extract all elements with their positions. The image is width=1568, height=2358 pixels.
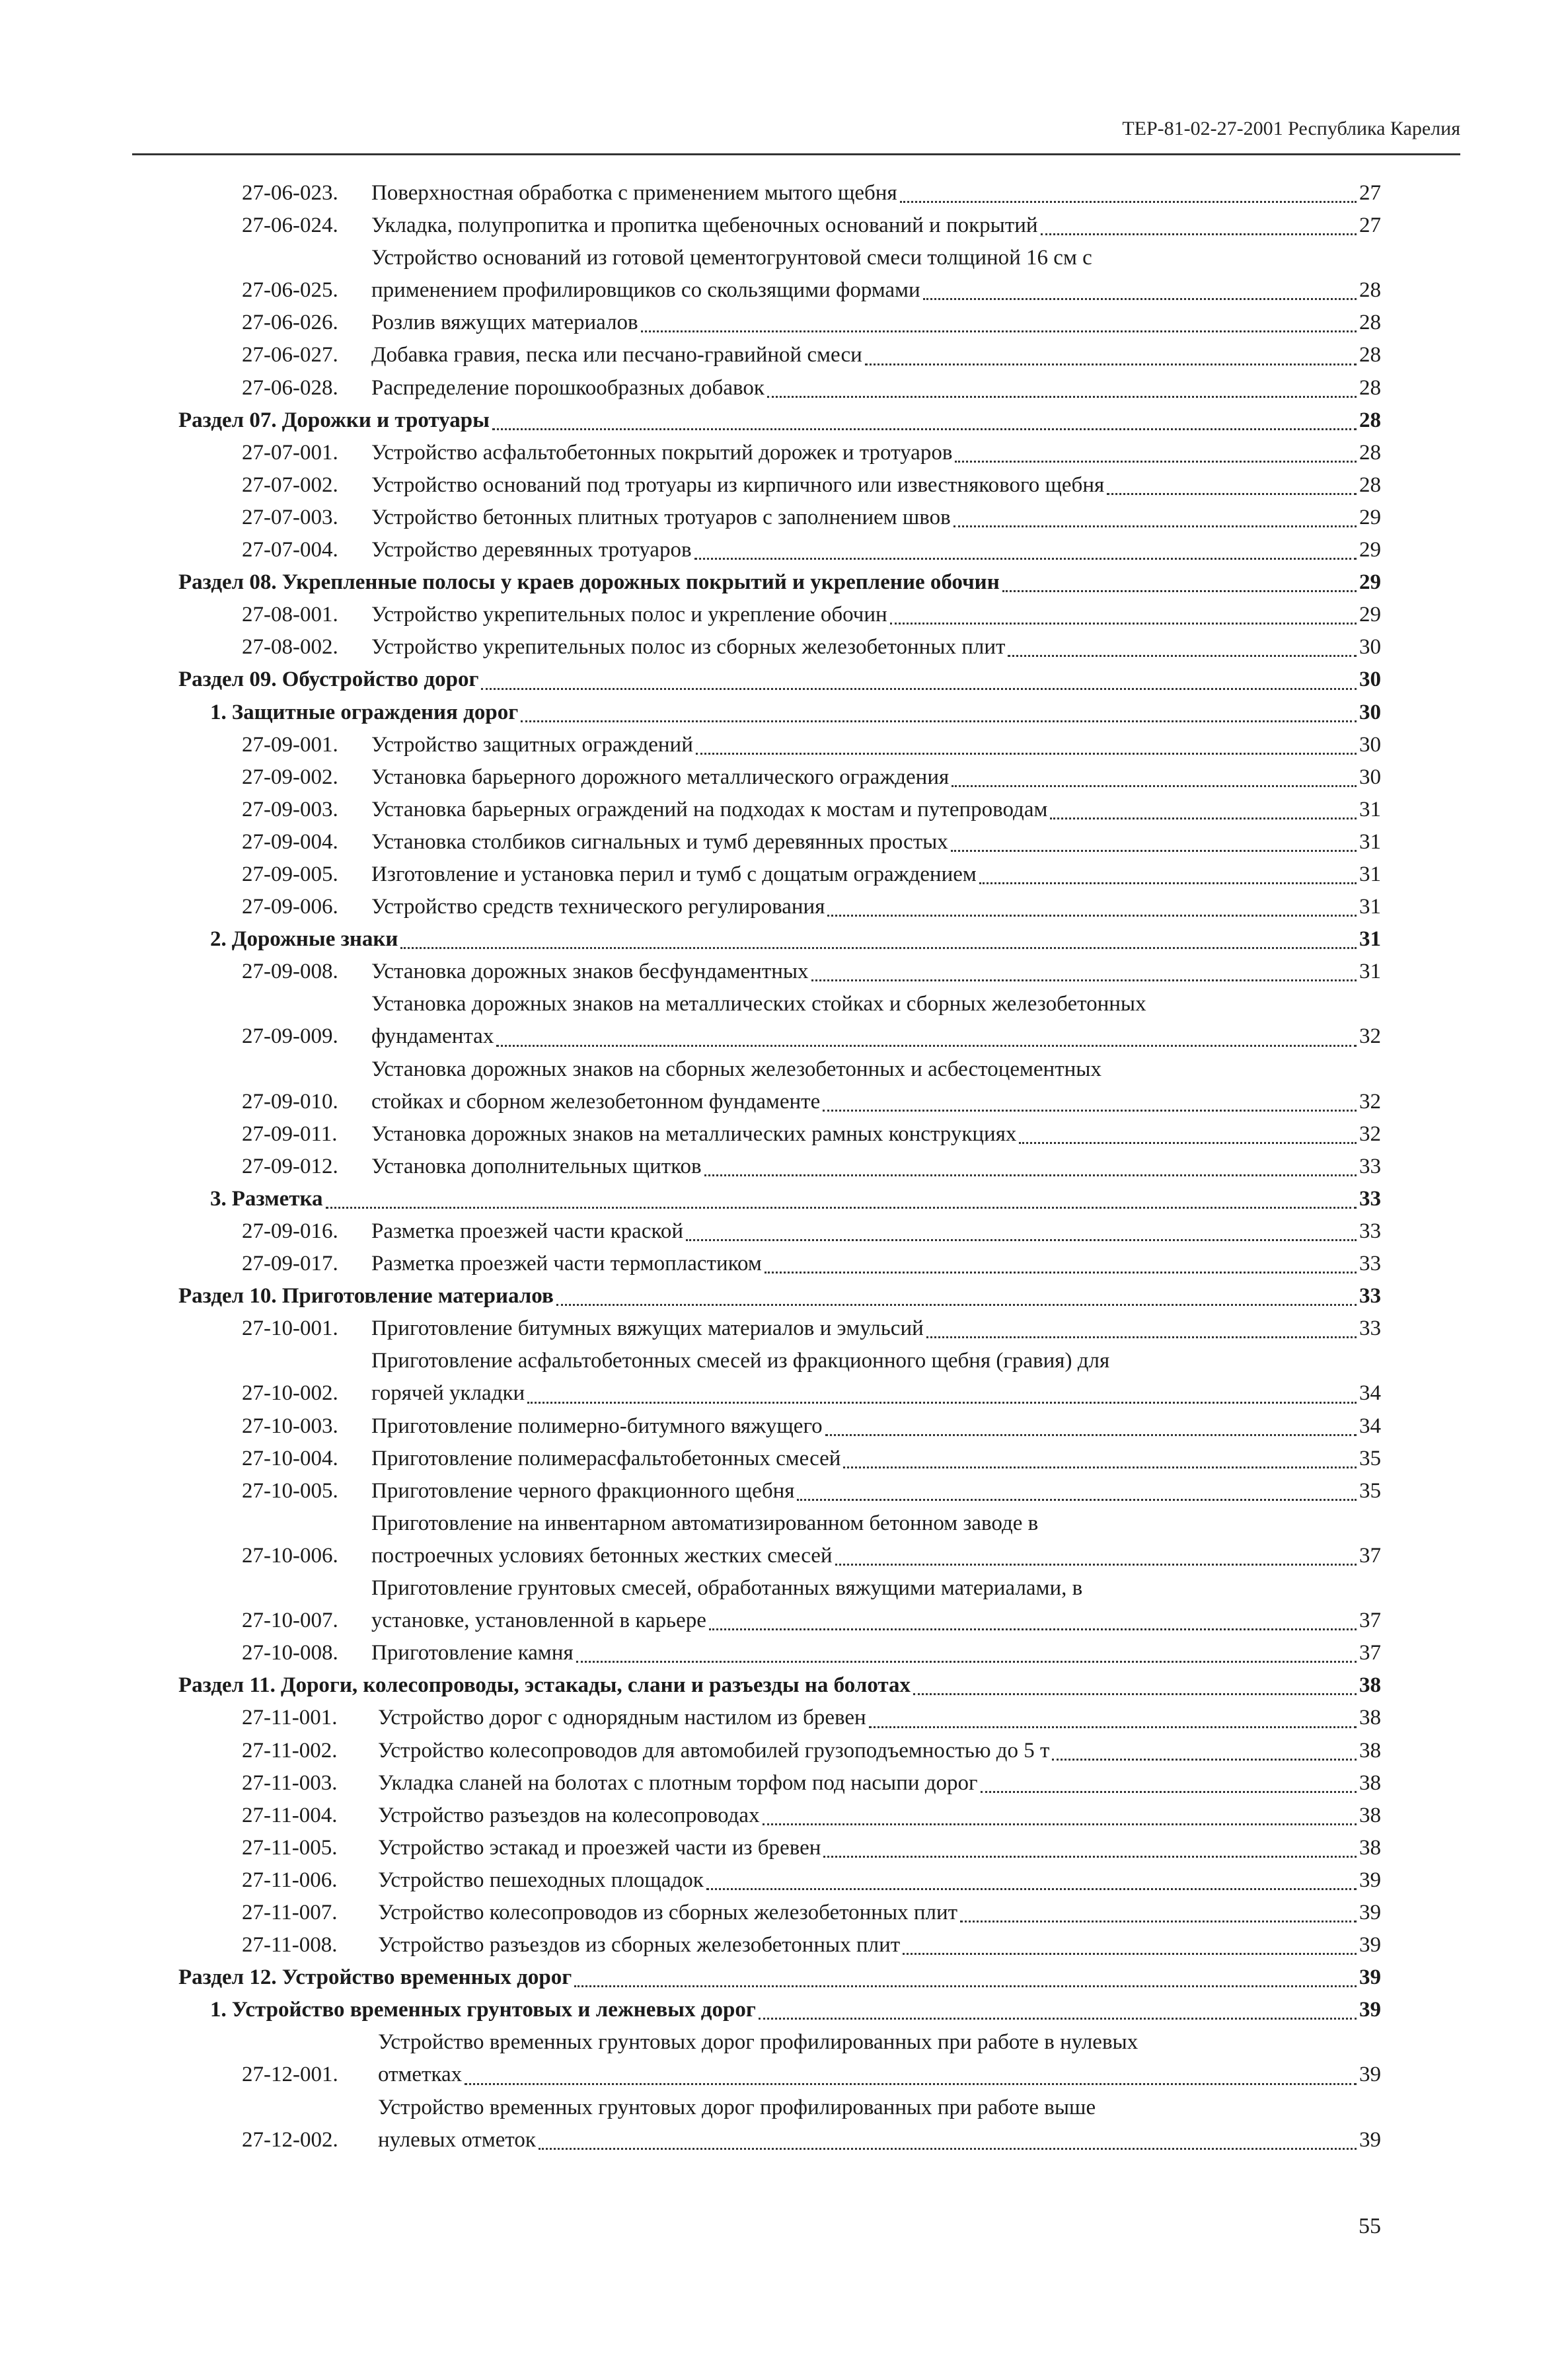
toc-entry-page: 35 (1359, 1446, 1381, 1470)
toc-entry-code: 27-09-011. (242, 1122, 338, 1146)
toc-entry-title: Дорожные знаки (231, 927, 398, 952)
toc-entry-page: 38 (1359, 1706, 1381, 1730)
toc-entry-code: 27-10-005. (242, 1478, 338, 1503)
toc-entry-title: Приготовление черного фракционного щебня (371, 1478, 795, 1503)
toc-entry-code: 27-09-002. (242, 765, 338, 789)
toc-entry-title: Приготовление полимерно-битумного вяжущего (371, 1414, 823, 1438)
dot-leader (823, 1110, 1357, 1112)
toc-entry (178, 2092, 1381, 2156)
toc-entry (178, 1702, 1381, 1734)
toc-entry-title: Устройство дорог с однорядным настилом из бревен (378, 1706, 866, 1730)
dot-leader (539, 2148, 1357, 2150)
toc-entry-page: 29 (1359, 570, 1381, 595)
toc-entry (178, 534, 1381, 566)
toc-entry-title: Приготовление грунтовых смесей, обработанных вяжущими материалами, в (371, 1576, 1083, 1601)
toc-entry-code: 27-10-006. (242, 1543, 338, 1568)
toc-entry-page: 29 (1359, 603, 1381, 627)
toc-entry-title: Устройство деревянных тротуаров (371, 538, 692, 562)
dot-leader (955, 461, 1357, 463)
toc-entry-page: 30 (1359, 635, 1381, 660)
toc-entry (178, 1864, 1381, 1897)
toc-entry (178, 307, 1381, 339)
toc-entry-title: отметках (378, 2063, 463, 2087)
toc-entry-code: 27-06-023. (242, 181, 338, 205)
dot-leader (759, 2018, 1357, 2020)
toc-entry-title: Дороги, колесопроводы, эстакады, слани и разъезды на болотах (280, 1673, 911, 1698)
toc-entry (178, 1118, 1381, 1151)
toc-entry-page: 28 (1359, 473, 1381, 497)
toc-entry-title: построечных условиях бетонных жестких смесей (371, 1543, 833, 1568)
dot-leader (704, 1174, 1357, 1176)
toc-entry (178, 242, 1381, 307)
dot-leader (953, 525, 1357, 527)
toc-entry-code: 27-06-026. (242, 311, 338, 335)
toc-entry-code: 27-10-008. (242, 1641, 338, 1665)
toc-entry-page: 30 (1359, 732, 1381, 757)
dot-leader (835, 1564, 1357, 1566)
toc-entry-code: 27-06-024. (242, 213, 338, 238)
toc-entry-title: Установка дорожных знаков на металлических стойках и сборных железобетонных (371, 992, 1146, 1016)
toc-entry (178, 1669, 1381, 1702)
toc-entry (178, 664, 1381, 696)
toc-entry (178, 1507, 1381, 1572)
toc-entry-page: 27 (1359, 213, 1381, 238)
toc-entry-title: Устройство временных грунтовых дорог профилированных при работе выше (378, 2095, 1096, 2119)
toc-entry-title: Устройство укрепительных полос и укрепление обочин (371, 603, 887, 627)
dot-leader (981, 1791, 1357, 1793)
dot-leader (481, 688, 1357, 690)
toc-entry (178, 1053, 1381, 1118)
toc-entry-code: 27-12-002. (242, 2127, 338, 2152)
dot-leader (900, 201, 1357, 203)
dot-leader (979, 882, 1357, 884)
toc-entry-page: 38 (1359, 1803, 1381, 1827)
toc-entry-page: 38 (1359, 1835, 1381, 1860)
toc-entry (178, 339, 1381, 371)
toc-entry (178, 372, 1381, 404)
toc-entry-page: 30 (1359, 667, 1381, 692)
dot-leader (1008, 655, 1357, 657)
toc-entry (178, 502, 1381, 534)
toc-entry-page: 30 (1359, 700, 1381, 724)
toc-entry-code: 27-09-012. (242, 1154, 338, 1178)
toc-entry-title: Приготовление асфальтобетонных смесей из фракционного щебня (гравия) для (371, 1349, 1110, 1373)
dot-leader (890, 623, 1357, 625)
toc-entry-title: Устройство временных грунтовых и лежневых дорог (231, 1998, 756, 2022)
toc-entry-page: 39 (1359, 1998, 1381, 2022)
toc-entry-title: Добавка гравия, песка или песчано-гравийной смеси (371, 343, 862, 367)
dot-leader (951, 850, 1357, 852)
dot-leader (641, 330, 1357, 332)
toc-entry-code: 27-09-010. (242, 1089, 338, 1114)
toc-entry (178, 794, 1381, 826)
toc-entry-page: 33 (1359, 1284, 1381, 1309)
dot-leader (709, 1628, 1357, 1630)
toc-entry-code: 27-08-002. (242, 635, 338, 660)
dot-leader (913, 1693, 1357, 1695)
toc-entry-page: 38 (1359, 1770, 1381, 1795)
toc-entry-title: Розлив вяжущих материалов (371, 311, 638, 335)
toc-entry-page: 32 (1359, 1089, 1381, 1114)
toc-entry (178, 1312, 1381, 1345)
toc-entry-code: 27-09-004. (242, 829, 338, 854)
toc-entry-title: Приготовление на инвентарном автоматизированном бетонном заводе в (371, 1511, 1039, 1535)
toc-entry-code: 27-06-027. (242, 343, 338, 367)
toc-entry-page: 33 (1359, 1154, 1381, 1178)
toc-entry (178, 2026, 1381, 2091)
page-number: 55 (1359, 2214, 1381, 2238)
toc-entry-title: Обустройство дорог (281, 667, 479, 692)
toc-entry-code: 27-09-016. (242, 1219, 338, 1243)
toc-entry-title: Разметка проезжей части термопластиком (371, 1252, 762, 1276)
toc-entry-page: 31 (1359, 927, 1381, 952)
dot-leader (843, 1466, 1357, 1468)
dot-leader (496, 1045, 1357, 1047)
toc-entry-code: 27-10-007. (242, 1609, 338, 1633)
toc-entry-page: 31 (1359, 829, 1381, 854)
toc-entry-page: 33 (1359, 1252, 1381, 1276)
toc-entry (178, 1572, 1381, 1637)
toc-entry-page: 31 (1359, 895, 1381, 919)
toc-entry-title: Разметка проезжей части краской (371, 1219, 683, 1243)
toc-entry-title: Укрепленные полосы у краев дорожных покрытий и укрепление обочин (281, 570, 1000, 595)
toc-entry-page: 33 (1359, 1186, 1381, 1211)
toc-entry-code: 27-08-001. (242, 603, 338, 627)
toc-entry-page: 30 (1359, 765, 1381, 789)
toc-entry-title: Устройство средств технического регулирования (371, 895, 825, 919)
toc-entry (178, 988, 1381, 1053)
dot-leader (869, 1726, 1357, 1728)
toc-entry (178, 1767, 1381, 1800)
toc-entry-code: Раздел 12. (178, 1965, 277, 1990)
toc-entry-page: 35 (1359, 1478, 1381, 1503)
dot-leader (527, 1402, 1357, 1404)
dot-leader (465, 2083, 1357, 2085)
toc-entry-title: Устройство временных дорог (281, 1965, 572, 1990)
toc-entry-code: Раздел 09. (178, 667, 277, 692)
toc-entry (178, 209, 1381, 242)
dot-leader (576, 1661, 1357, 1663)
toc-entry-page: 32 (1359, 1122, 1381, 1146)
toc-entry-code: 27-11-006. (242, 1868, 338, 1892)
toc-entry (178, 599, 1381, 631)
toc-entry (178, 858, 1381, 891)
dot-leader (694, 558, 1357, 560)
toc-entry-page: 39 (1359, 1900, 1381, 1924)
toc-entry-code: 27-07-002. (242, 473, 338, 497)
dot-leader (926, 1336, 1357, 1338)
toc-entry-title: Установка дорожных знаков на металлических рамных конструкциях (371, 1122, 1017, 1146)
dot-leader (686, 1239, 1357, 1241)
toc-entry-page: 39 (1359, 2127, 1381, 2152)
toc-entry-page: 33 (1359, 1219, 1381, 1243)
dot-leader (326, 1207, 1357, 1209)
toc-entry-page: 34 (1359, 1414, 1381, 1438)
toc-entry-title: Устройство оснований из готовой цементогрунтовой смеси толщиной 16 см с (371, 246, 1092, 270)
dot-leader (952, 785, 1357, 787)
page-header: ТЕР-81-02-27-2001 Республика Карелия (1122, 118, 1460, 139)
dot-leader (797, 1499, 1357, 1501)
toc-entry-page: 33 (1359, 1316, 1381, 1341)
dot-leader (556, 1304, 1357, 1306)
toc-entry (178, 729, 1381, 761)
toc-entry-code: 27-11-002. (242, 1738, 338, 1763)
toc-entry-title: Приготовление камня (371, 1641, 574, 1665)
toc-entry (178, 761, 1381, 794)
dot-leader (827, 915, 1357, 917)
toc-entry-title: Укладка, полупропитка и пропитка щебеночных оснований и покрытий (371, 213, 1038, 238)
toc-entry (178, 566, 1381, 599)
toc-entry-title: применением профилировщиков со скользящими формами (371, 278, 920, 303)
toc-entry-title: Устройство разъездов из сборных железобетонных плит (378, 1933, 901, 1958)
toc-entry (178, 1994, 1381, 2026)
toc-entry-code: 27-07-004. (242, 538, 338, 562)
toc-entry (178, 826, 1381, 858)
toc-entry-page: 31 (1359, 797, 1381, 821)
toc-entry-code: 27-06-025. (242, 278, 338, 303)
toc-entry-code: 27-12-001. (242, 2063, 338, 2087)
dot-leader (696, 753, 1357, 755)
toc-entry-page: 28 (1359, 278, 1381, 303)
toc-entry-title: Установка барьерного дорожного металлического ограждения (371, 765, 950, 789)
toc-entry-page: 37 (1359, 1641, 1381, 1665)
toc-entry-title: Устройство асфальтобетонных покрытий дорожек и тротуаров (371, 440, 953, 465)
toc-entry-page: 29 (1359, 505, 1381, 529)
toc-entry-code: 27-09-017. (242, 1252, 338, 1276)
toc-entry-code: 27-07-003. (242, 505, 338, 529)
toc-entry-code: 27-10-002. (242, 1381, 338, 1406)
toc-entry (178, 1897, 1381, 1929)
dot-leader (763, 1823, 1357, 1825)
dot-leader (960, 1921, 1357, 1922)
toc-entry-title: Установка дорожных знаков бесфундаментных (371, 960, 809, 984)
dot-leader (1052, 1759, 1357, 1761)
toc-entry-code: 27-11-008. (242, 1933, 338, 1958)
toc-entry-code: Раздел 11. (178, 1673, 276, 1698)
toc-entry (178, 1475, 1381, 1507)
toc-entry-code: 27-09-003. (242, 797, 338, 821)
toc-entry-title: Установка столбиков сигнальных и тумб деревянных простых (371, 829, 948, 854)
dot-leader (706, 1888, 1357, 1890)
dot-leader (923, 298, 1357, 300)
toc-entry (178, 1800, 1381, 1832)
toc-entry (178, 631, 1381, 664)
dot-leader (903, 1953, 1357, 1955)
toc-entry-title: Устройство бетонных плитных тротуаров с заполнением швов (371, 505, 951, 529)
toc-entry-title: Поверхностная обработка с применением мытого щебня (371, 181, 897, 205)
toc-entry (178, 469, 1381, 502)
toc-entry (178, 1832, 1381, 1864)
toc-entry (178, 1183, 1381, 1215)
toc-entry (178, 1929, 1381, 1961)
toc-entry-title: Установка дополнительных щитков (371, 1154, 702, 1178)
dot-leader (811, 979, 1357, 981)
toc-entry-code: 27-10-004. (242, 1446, 338, 1470)
toc-entry-page: 28 (1359, 408, 1381, 432)
toc-entry (178, 1961, 1381, 1994)
toc-entry (178, 1215, 1381, 1248)
dot-leader (825, 1434, 1357, 1436)
toc-entry (178, 1280, 1381, 1312)
toc-entry-code: Раздел 07. (178, 408, 277, 432)
toc-entry (178, 697, 1381, 729)
toc-entry (178, 437, 1381, 469)
toc-entry-page: 39 (1359, 2063, 1381, 2087)
toc-entry-page: 27 (1359, 181, 1381, 205)
toc-entry (178, 1637, 1381, 1669)
toc-entry-title: горячей укладки (371, 1381, 525, 1406)
dot-leader (521, 720, 1357, 722)
toc-entry-page: 39 (1359, 1965, 1381, 1990)
dot-leader (1107, 493, 1357, 495)
toc-entry (178, 1443, 1381, 1475)
toc-entry (178, 891, 1381, 923)
toc-entry-page: 28 (1359, 440, 1381, 465)
toc-entry (178, 923, 1381, 956)
toc-entry-code: 2. (210, 927, 227, 952)
dot-leader (765, 1272, 1357, 1274)
toc-entry-code: 1. (210, 1998, 227, 2022)
toc-entry-title: Устройство защитных ограждений (371, 732, 693, 757)
dot-leader (767, 396, 1357, 398)
toc-entry-page: 31 (1359, 862, 1381, 886)
toc-entry-title: Изготовление и установка перил и тумб с дощатым ограждением (371, 862, 977, 886)
toc-entry-title: Устройство разъездов на колесопроводах (378, 1803, 760, 1827)
toc-entry-page: 37 (1359, 1543, 1381, 1568)
toc-entry-code: 27-10-003. (242, 1414, 338, 1438)
toc-entry-title: Распределение порошкообразных добавок (371, 375, 765, 400)
table-of-contents (178, 177, 1381, 2156)
toc-entry-title: фундаментах (371, 1024, 494, 1049)
toc-entry-page: 28 (1359, 343, 1381, 367)
toc-entry-code: 3. (210, 1186, 227, 1211)
toc-entry-page: 31 (1359, 960, 1381, 984)
toc-entry (178, 1735, 1381, 1767)
toc-entry-code: 27-09-009. (242, 1024, 338, 1049)
toc-entry-page: 32 (1359, 1024, 1381, 1049)
toc-entry-title: Устройство пешеходных площадок (378, 1868, 704, 1892)
toc-entry-page: 38 (1359, 1673, 1381, 1698)
toc-entry-title: Укладка сланей на болотах с плотным торфом под насыпи дорог (378, 1770, 978, 1795)
dot-leader (1050, 818, 1357, 819)
toc-entry-code: 27-09-008. (242, 960, 338, 984)
toc-entry-title: Устройство временных грунтовых дорог профилированных при работе в нулевых (378, 2030, 1139, 2055)
toc-entry-page: 38 (1359, 1738, 1381, 1763)
toc-entry-code: Раздел 08. (178, 570, 277, 595)
toc-entry-title: Приготовление полимерасфальтобетонных смесей (371, 1446, 841, 1470)
toc-entry-title: Разметка (231, 1186, 323, 1211)
toc-entry-title: Защитные ограждения дорог (231, 700, 519, 724)
toc-entry-page: 34 (1359, 1381, 1381, 1406)
toc-entry-code: 27-09-001. (242, 732, 338, 757)
toc-entry-title: Дорожки и тротуары (281, 408, 490, 432)
toc-entry-code: 27-11-007. (242, 1900, 338, 1924)
dot-leader (823, 1856, 1357, 1858)
toc-entry-title: Приготовление битумных вяжущих материалов и эмульсий (371, 1316, 924, 1341)
toc-entry-page: 37 (1359, 1609, 1381, 1633)
toc-entry-code: 27-11-001. (242, 1706, 338, 1730)
toc-entry-code: 27-06-028. (242, 375, 338, 400)
toc-entry (178, 1410, 1381, 1443)
toc-entry-title: Устройство укрепительных полос из сборных железобетонных плит (371, 635, 1006, 660)
toc-entry-title: Установка барьерных ограждений на подходах к мостам и путепроводам (371, 797, 1048, 821)
toc-entry-code: 27-11-003. (242, 1770, 338, 1795)
toc-entry-title: Установка дорожных знаков на сборных железобетонных и асбестоцементных (371, 1057, 1101, 1081)
dot-leader (492, 428, 1357, 430)
toc-entry-code: 1. (210, 700, 227, 724)
toc-entry-title: Устройство эстакад и проезжей части из бревен (378, 1835, 821, 1860)
dot-leader (1002, 590, 1357, 592)
toc-entry-page: 39 (1359, 1868, 1381, 1892)
toc-entry-code: 27-11-005. (242, 1835, 338, 1860)
toc-entry-code: 27-10-001. (242, 1316, 338, 1341)
toc-entry-code: 27-07-001. (242, 440, 338, 465)
toc-entry-code: Раздел 10. (178, 1284, 277, 1309)
toc-entry-title: стойках и сборном железобетонном фундаменте (371, 1089, 821, 1114)
toc-entry-title: установке, установленной в карьере (371, 1609, 706, 1633)
dot-leader (400, 947, 1357, 949)
toc-entry-page: 39 (1359, 1933, 1381, 1958)
toc-entry-title: Устройство оснований под тротуары из кирпичного или известнякового щебня (371, 473, 1105, 497)
toc-entry-page: 28 (1359, 311, 1381, 335)
dot-leader (865, 363, 1357, 365)
toc-entry (178, 956, 1381, 988)
toc-entry (178, 177, 1381, 209)
toc-entry-code: 27-11-004. (242, 1803, 338, 1827)
dot-leader (1041, 233, 1357, 235)
toc-entry-page: 28 (1359, 375, 1381, 400)
header-divider (132, 153, 1460, 155)
toc-entry-code: 27-09-005. (242, 862, 338, 886)
toc-entry (178, 1151, 1381, 1183)
toc-entry-title: Устройство колесопроводов из сборных железобетонных плит (378, 1900, 958, 1924)
toc-entry-code: 27-09-006. (242, 895, 338, 919)
toc-entry-title: Устройство колесопроводов для автомобилей грузоподъемностью до 5 т (378, 1738, 1050, 1763)
toc-entry-title: нулевых отметок (378, 2127, 536, 2152)
toc-entry (178, 1345, 1381, 1410)
dot-leader (1019, 1142, 1357, 1144)
toc-entry-title: Приготовление материалов (281, 1284, 554, 1309)
toc-entry (178, 404, 1381, 437)
dot-leader (574, 1985, 1357, 1987)
toc-entry-page: 29 (1359, 538, 1381, 562)
toc-entry (178, 1248, 1381, 1280)
